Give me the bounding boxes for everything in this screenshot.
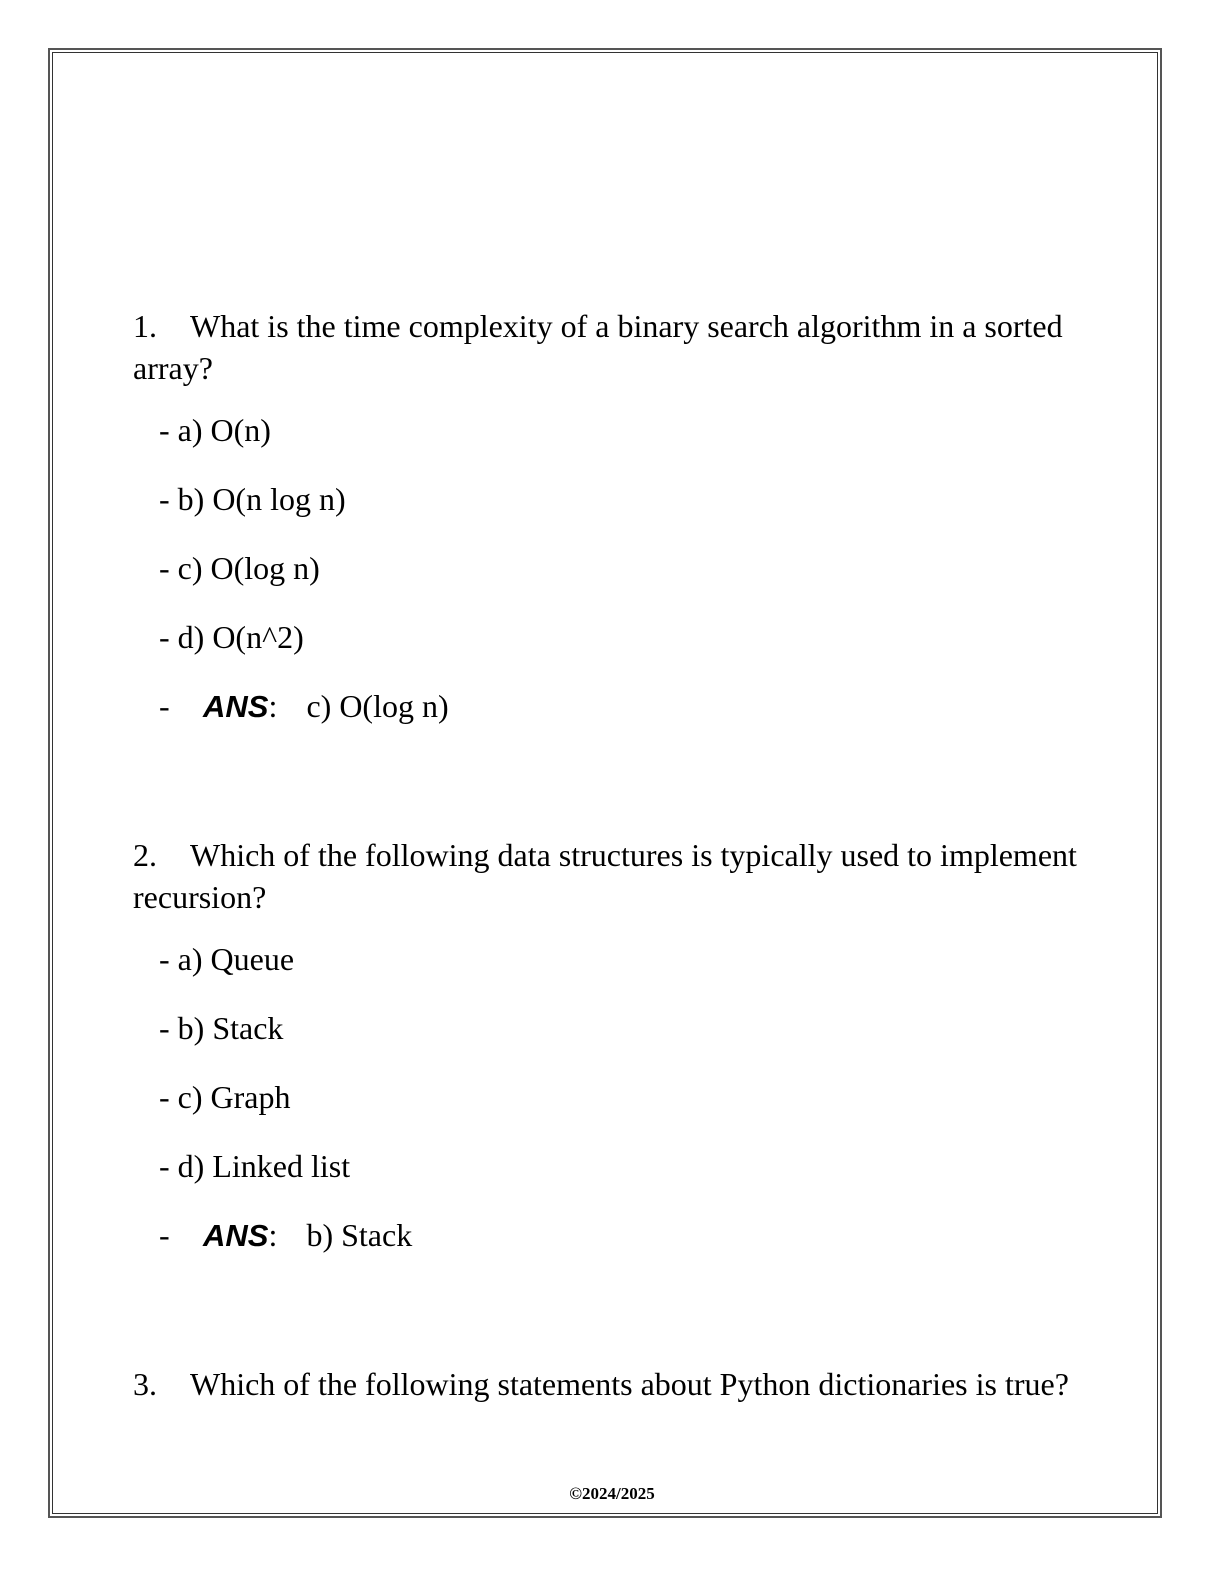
answer-label: ANS — [203, 689, 269, 724]
option-d: - d) O(n^2) — [159, 619, 304, 655]
question-number: 1. — [133, 308, 157, 344]
question-2 — [133, 834, 1093, 1257]
answer-dash: - — [159, 1217, 170, 1253]
answer-value: c) O(log n) — [306, 688, 449, 724]
option-a: - a) Queue — [159, 941, 295, 977]
question-text — [133, 305, 1093, 389]
question-prompt: Which of the following statements about Python dictionaries is true? — [190, 1366, 1069, 1402]
question-number: 2. — [133, 837, 157, 873]
option-c: - c) Graph — [159, 1079, 291, 1115]
option-c: - c) O(log n) — [159, 550, 320, 586]
question-prompt: Which of the following data structures is typically used to implement recursion? — [133, 837, 1077, 915]
option-b: - b) Stack — [159, 1010, 284, 1046]
question-list — [133, 305, 1093, 1511]
answer-colon: : — [268, 688, 278, 724]
copyright-footer: ©2024/2025 — [569, 1484, 655, 1503]
answer-dash: - — [159, 688, 170, 724]
option-d: - d) Linked list — [159, 1148, 351, 1184]
option-b: - b) O(n log n) — [159, 481, 346, 517]
question-number: 3. — [133, 1366, 157, 1402]
answer-line — [159, 1214, 1093, 1257]
option-a: - a) O(n) — [159, 412, 271, 448]
answer-label: ANS — [203, 1218, 269, 1253]
answer-value: b) Stack — [306, 1217, 413, 1253]
answer-line — [159, 685, 1093, 728]
question-prompt: What is the time complexity of a binary search algorithm in a sorted array? — [133, 308, 1063, 386]
question-text — [133, 834, 1093, 918]
question-3 — [133, 1363, 1093, 1405]
question-text — [133, 1363, 1093, 1405]
answer-colon: : — [268, 1217, 278, 1253]
question-1 — [133, 305, 1093, 728]
